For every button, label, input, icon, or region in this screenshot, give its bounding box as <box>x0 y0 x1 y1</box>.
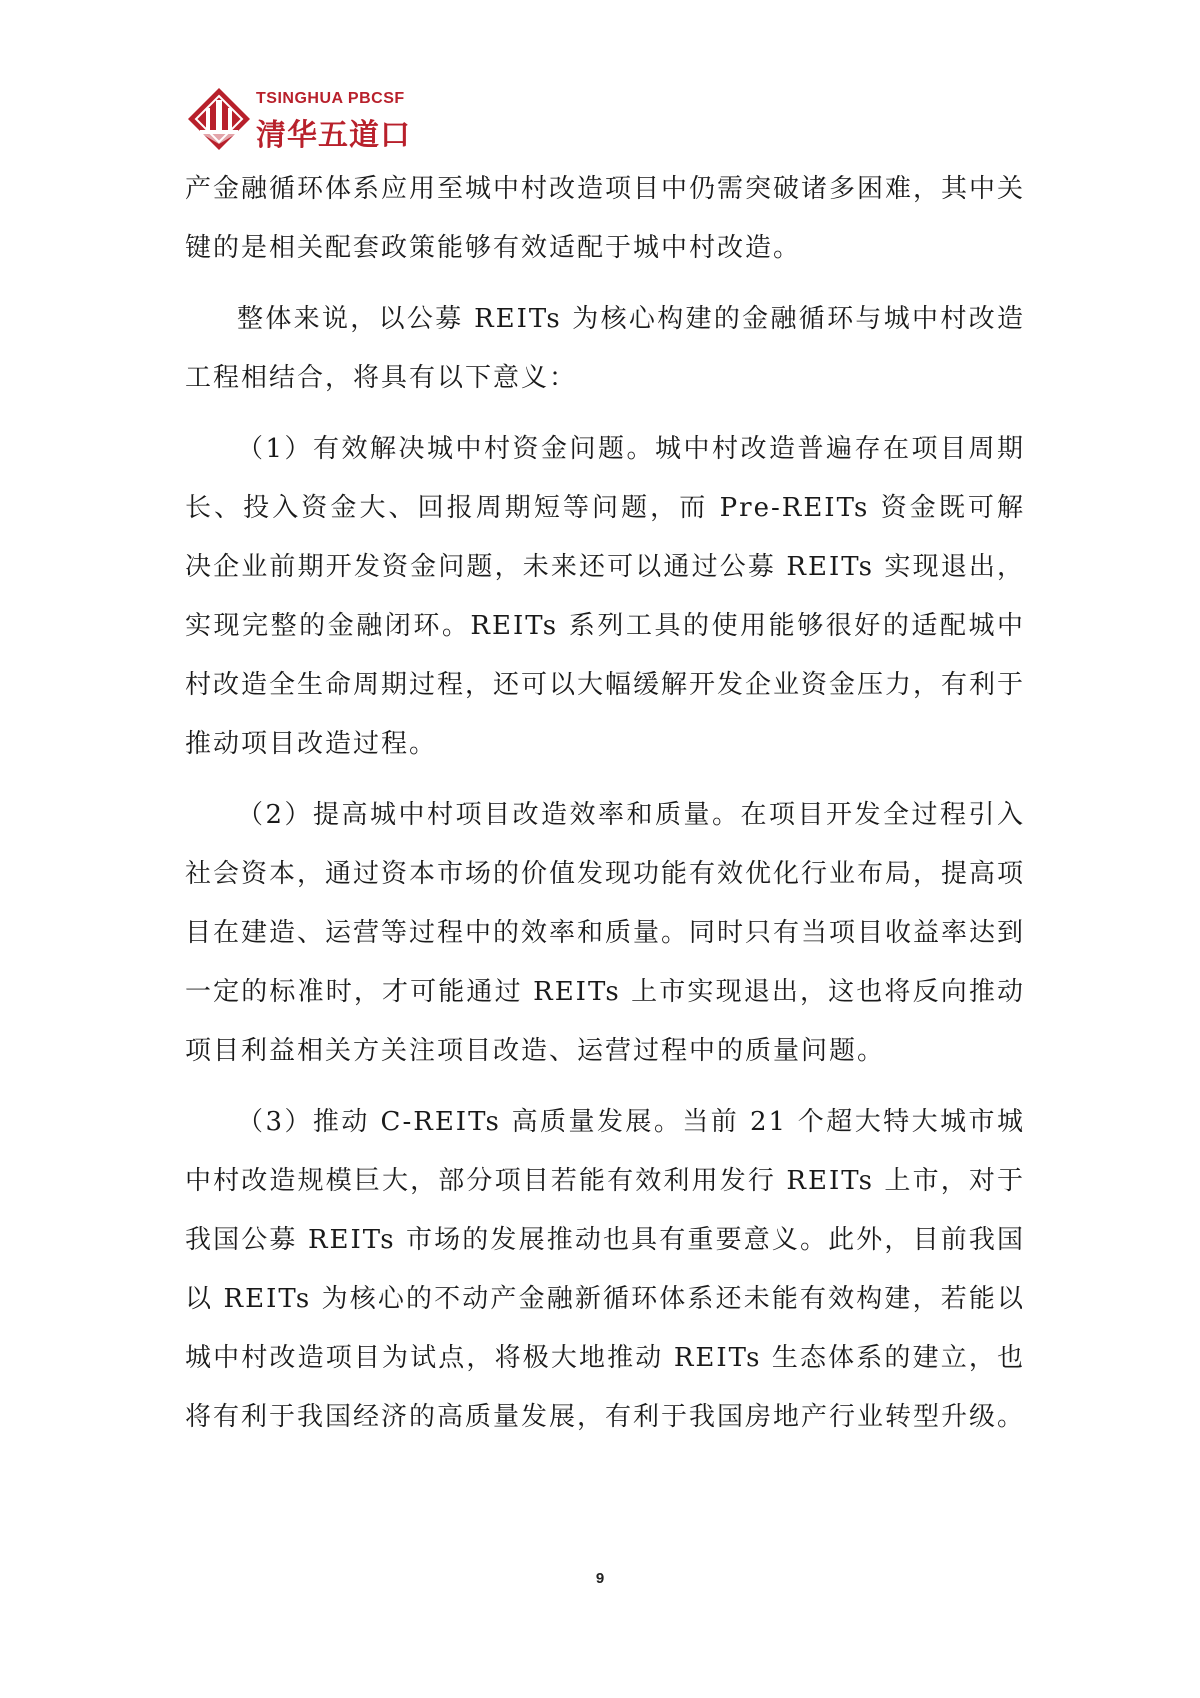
tsinghua-emblem-icon <box>186 86 252 152</box>
paragraph-point-1: （1）有效解决城中村资金问题。城中村改造普遍存在项目周期长、投入资金大、回报周期短等问题，而 Pre-REITs 资金既可解决企业前期开发资金问题，未来还可以通过公募 REITs 实现退出，实现完整的金融闭环。REITs 系列工具的使用能够很好的适配城中村改造全生命周期过程，还可以大幅缓解开发企业资金压力，有利于推动项目改造过程。 <box>185 434 1026 759</box>
paragraph-continuation: 产金融循环体系应用至城中村改造项目中仍需突破诸多困难，其中关键的是相关配套政策能够有效适配于城中村改造。 <box>185 174 1026 263</box>
logo-english-name: TSINGHUA PBCSF <box>256 90 405 107</box>
paragraph-point-2: （2）提高城中村项目改造效率和质量。在项目开发全过程引入社会资本，通过资本市场的价值发现功能有效优化行业布局，提高项目在建造、运营等过程中的效率和质量。同时只有当项目收益率达到一定的标准时，才可能通过 REITs 上市实现退出，这也将反向推动项目利益相关方关注项目改造、运营过程中的质量问题。 <box>185 800 1026 1066</box>
paragraph-summary: 整体来说，以公募 REITs 为核心构建的金融循环与城中村改造工程相结合，将具有以下意义： <box>185 304 1025 393</box>
logo-chinese-name: 清华五道口 <box>256 118 411 153</box>
document-body <box>185 160 1025 1459</box>
paragraph-point-3: （3）推动 C-REITs 高质量发展。当前 21 个超大特大城市城中村改造规模巨大，部分项目若能有效利用发行 REITs 上市，对于我国公募 REITs 市场的发展推动也具有重要意义。此外，目前我国以 REITs 为核心的不动产金融新循环体系还未能有效构建，若能以城中村改造项目为试点，将极大地推动 REITs 生态体系的建立，也将有利于我国经济的高质量发展，有利于我国房地产行业转型升级。 <box>185 1107 1026 1432</box>
page-number: 9 <box>595 1570 605 1587</box>
header-logo <box>186 86 446 152</box>
